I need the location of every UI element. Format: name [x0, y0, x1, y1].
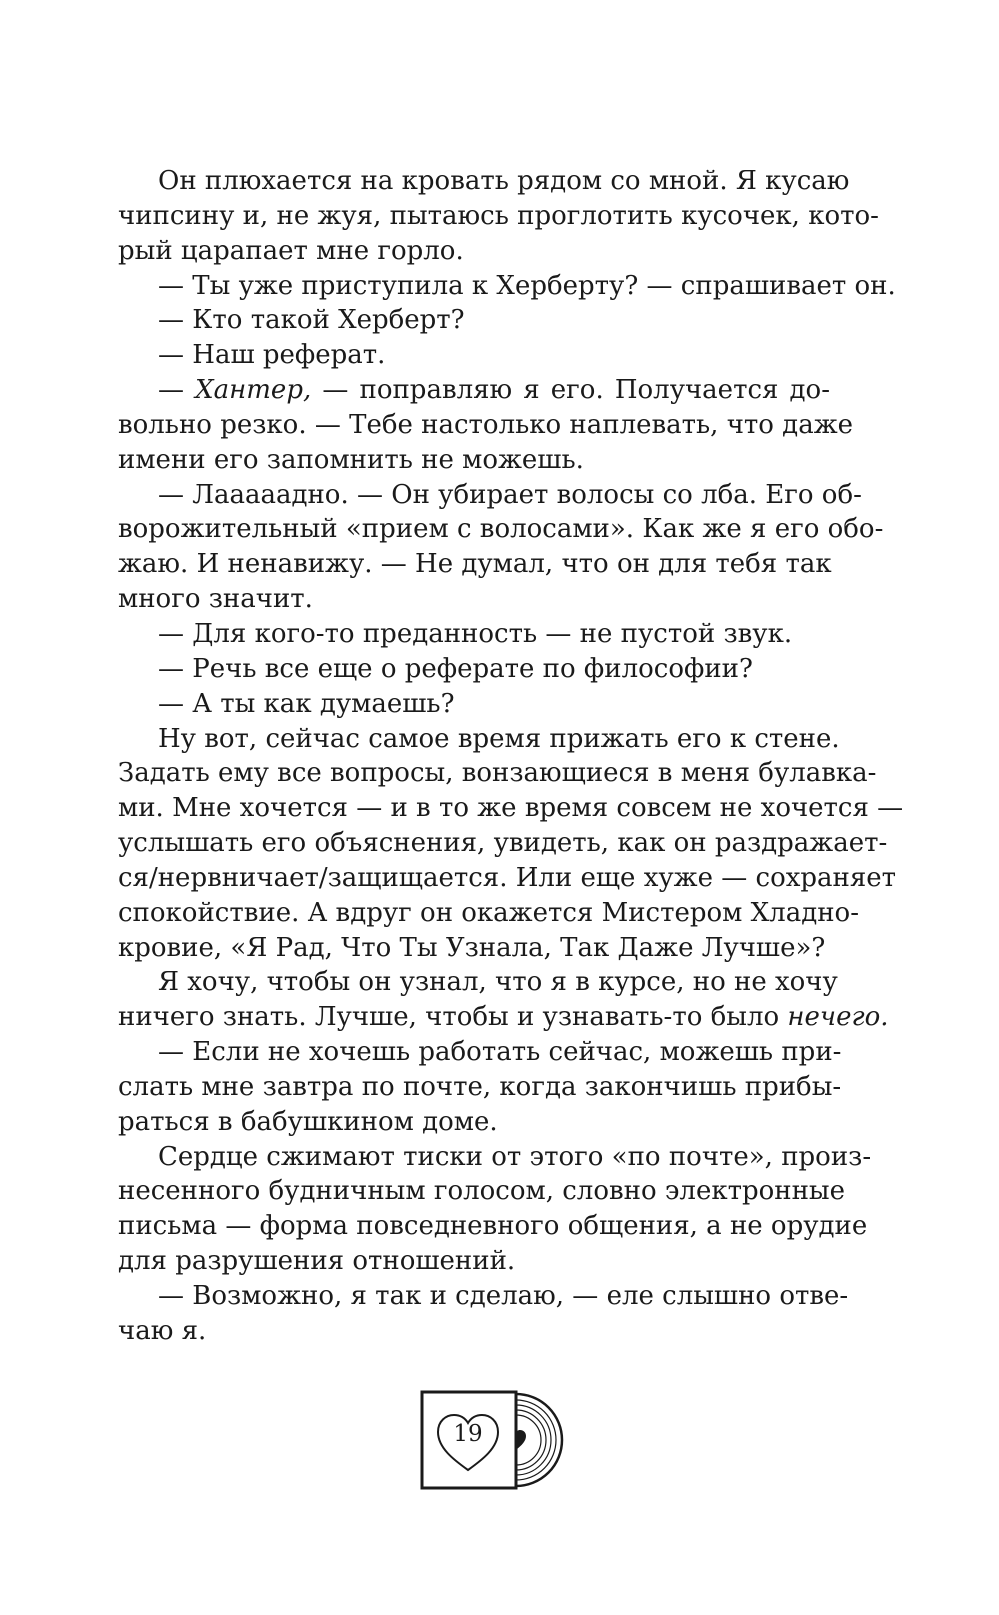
text-line [118, 303, 830, 338]
text-line [118, 234, 830, 269]
text-segment: — Возможно, я так и сделаю, — еле слышно отве- [158, 1281, 849, 1311]
text-segment: — А ты как думаешь? [158, 688, 455, 719]
text-segment: ворожительный «прием с волосами». Как же я его обо- [118, 514, 884, 545]
text-line [118, 269, 896, 304]
text-line [118, 199, 879, 234]
text-segment: Я хочу, чтобы он узнал, что я в курсе, но не хочу [158, 967, 838, 998]
text-segment: ся/нервничает/защищается. Или еще хуже — сохраняет [118, 862, 897, 893]
text-segment: кровие, «Я Рад, Что Ты Узнала, Так Даже Лучше»? [118, 932, 826, 963]
text-line [118, 826, 888, 861]
text-line [118, 1314, 830, 1349]
text-line [118, 756, 877, 791]
text-segment: слать мне завтра по почте, когда закончишь прибы- [118, 1071, 842, 1102]
text-line [118, 512, 884, 547]
text-segment: для разрушения отношений. [118, 1246, 516, 1277]
text-line [118, 861, 897, 896]
text-segment: услышать его объяснения, увидеть, как он раздражает- [118, 828, 888, 859]
text-segment: Задать ему все вопросы, вонзающиеся в меня булавка- [118, 758, 877, 789]
text-segment: ми. Мне хочется — и в то же время совсем не хочется — [118, 793, 904, 824]
text-segment: — Если не хочешь работать сейчас, можешь при- [158, 1037, 842, 1068]
text-segment: — Лааааадно. — Он убирает волосы со лба. Его об- [158, 479, 862, 510]
text-line [118, 164, 850, 199]
text-line [118, 1279, 849, 1314]
text-line [118, 373, 830, 408]
text-segment: много значит. [118, 584, 313, 615]
text-line [118, 1035, 842, 1070]
body-text [118, 164, 904, 1349]
text-line [118, 408, 853, 443]
text-segment: несенного будничным голосом, словно электронные [118, 1176, 845, 1207]
text-segment: чипсину и, не жуя, пытаюсь проглотить кусочек, кото- [118, 200, 879, 231]
text-segment: письма — форма повседневного общения, а не орудие [118, 1211, 868, 1242]
text-line [118, 547, 830, 582]
text-line [118, 791, 904, 826]
text-segment: — Ты уже приступила к Херберту? — спрашивает он. [158, 270, 896, 301]
text-line [118, 896, 859, 931]
text-segment: вольно резко. — Тебе настолько наплевать, что даже [118, 409, 853, 440]
text-segment: Сердце сжимают тиски от этого «по почте», произ- [158, 1141, 872, 1172]
text-line [118, 443, 830, 478]
text-segment: чаю я. [118, 1315, 207, 1346]
italic-text: нечего. [787, 1002, 889, 1033]
text-line [118, 1140, 872, 1175]
text-segment: спокойствие. А вдруг он окажется Мистером Хладно- [118, 897, 859, 928]
text-line [118, 931, 830, 966]
italic-text: Хантер, [195, 375, 312, 406]
text-line [118, 1070, 842, 1105]
text-line [118, 722, 840, 757]
text-segment: — Речь все еще о реферате по философии? [158, 653, 753, 684]
text-line [118, 617, 830, 652]
text-segment: Ну вот, сейчас самое время прижать его к стене. [158, 723, 840, 754]
text-line [118, 1174, 845, 1209]
page-number: 19 [453, 1421, 483, 1447]
text-line [118, 1209, 868, 1244]
text-segment: — Кто такой Херберт? [158, 305, 465, 336]
text-segment: рый царапает мне горло. [118, 235, 464, 266]
text-line [118, 478, 862, 513]
text-segment: — Для кого-то преданность — не пустой звук. [158, 618, 793, 649]
text-segment: Он плюхается на кровать рядом со мной. Я кусаю [158, 166, 850, 196]
text-segment: — [158, 375, 196, 406]
text-line [118, 687, 830, 722]
text-segment: имени его запомнить не можешь. [118, 444, 584, 475]
text-line [118, 1000, 889, 1035]
text-line [118, 582, 830, 617]
text-line [118, 1244, 830, 1279]
text-segment: — поправляю я его. Получается до- [311, 375, 830, 406]
text-line [118, 652, 830, 687]
text-line [118, 965, 838, 1000]
text-segment: ничего знать. Лучше, чтобы и узнавать-то было [118, 1002, 788, 1033]
text-segment: — Наш реферат. [158, 340, 386, 371]
text-line [118, 338, 830, 373]
text-segment: раться в бабушкином доме. [118, 1106, 498, 1137]
text-line [118, 1105, 830, 1140]
page-folio [420, 1390, 570, 1490]
text-segment: жаю. И ненавижу. — Не думал, что он для тебя так [118, 549, 832, 580]
